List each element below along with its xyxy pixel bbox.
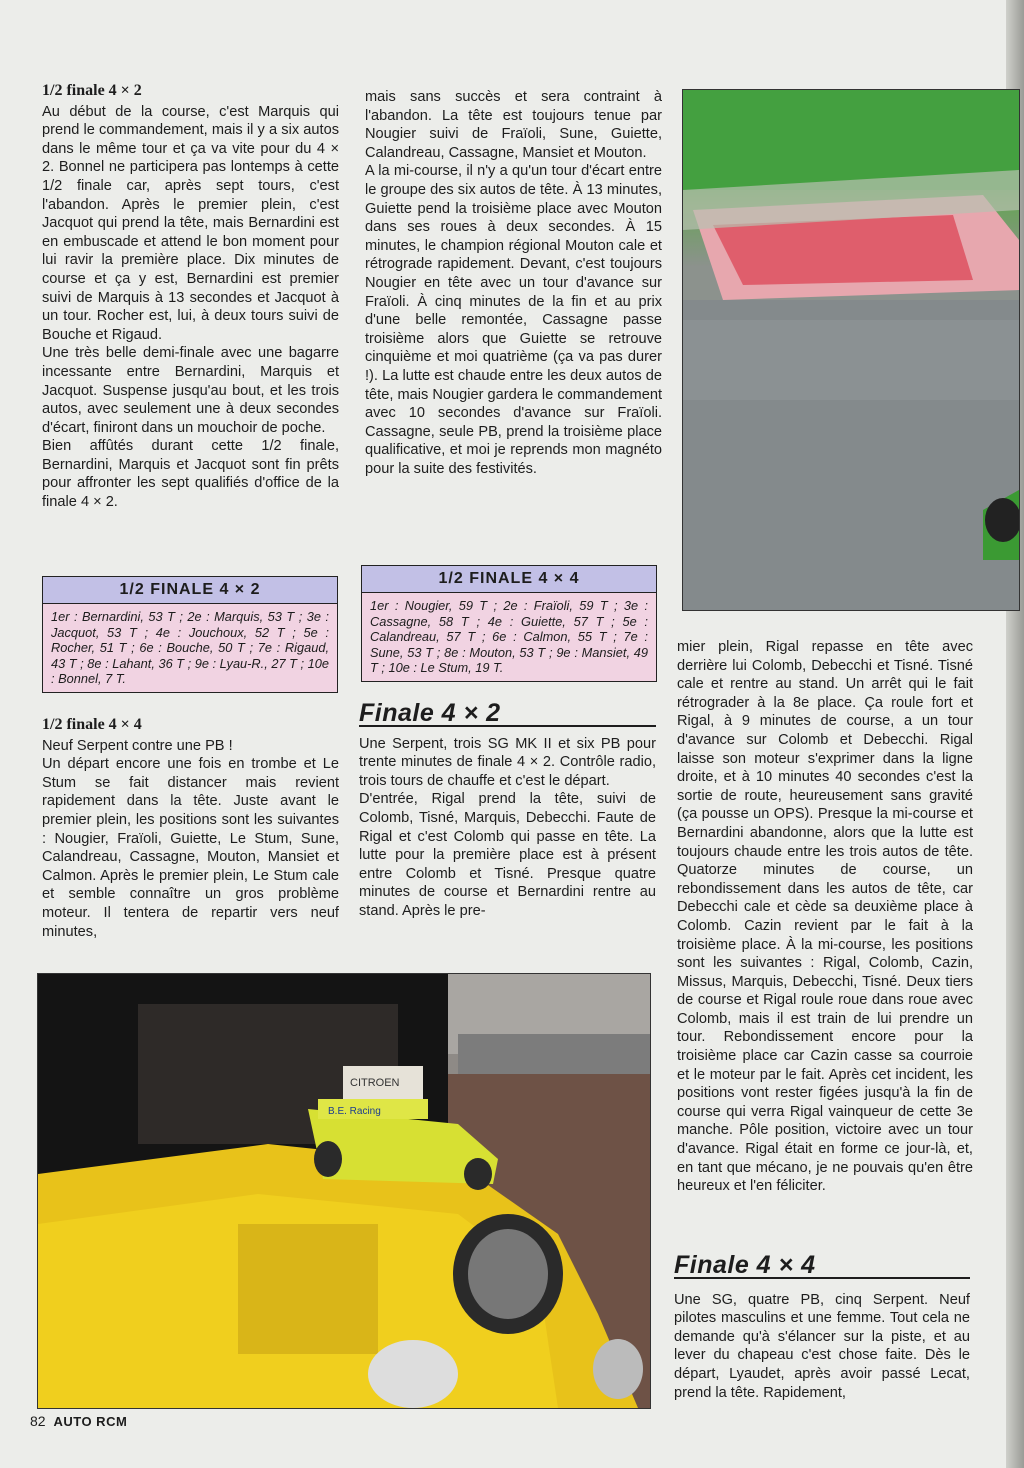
vintage-car-photo <box>37 973 651 1409</box>
paragraph: D'entrée, Rigal prend la tête, suivi de Colomb, Tisné, Marquis, Debecchi. Faute de Rigal et c'est Colomb qui passe en tête. La lutte pour la première place est à présent entre Colomb et Tisné. Presque quatre minutes de course et Bernardini rentre au stand. Après le pre- <box>359 791 656 919</box>
paragraph: mier plein, Rigal repasse en tête avec derrière lui Colomb, Debecchi et Tisné. Tisné cale et rentre au stand. Un arrêt qui le fait rétrograder à la 8e place. Ça roule fort et Rigal, à 9 minutes de course, a un tour d'avance sur Colomb et Debecchi. Rigal laisse son moteur s'exprimer dans la ligne droite, et à 10 minutes 40 secondes c'est la sortie de route, heureusement sans gravité (ça pousse un OPS). Presque la mi-course et Bernardini abandonne, alors que la lutte est toujours chaude entre les trois autos de tête. Quatorze minutes de course, un rebondissement dans les autos de tête, car Debecchi cale et cède sa deuxième place à Colomb. Cazin revient par le fait à la troisième place. À la mi-course, les positions sont les suivantes : Rigal, Colomb, Cazin, Missus, Marquis, Debecchi, Tisné. Deux tiers de course et Rigal roule roue dans roue avec Colomb, mais il est train de lui prendre un tour. Rebondissement encore pour la troisième place car Cazin casse sa courroie et le moteur par le fait. Après cet incident, les positions vont rester figées jusqu'à la fin de course qui verra Rigal vainqueur de cette 3e manche. Pôle position, victoire avec un tour d'avance. Rigal était en forme ce jour-là, et, en tant que mécano, je ne pouvais qu'en être heureux et l'en féliciter. <box>677 639 973 1195</box>
paragraph: Bien affûtés durant cette 1/2 finale, Bernardini, Marquis et Jacquot sont fin prêts pour affronter les sept qualifiés d'office de la finale 4 × 2. <box>42 438 339 511</box>
track-photo-art <box>683 90 1019 610</box>
column-3-lower <box>674 1252 970 1402</box>
column-2 <box>365 88 662 478</box>
paragraph: A la mi-course, il n'y a qu'un tour d'écart entre le groupe des six autos de tête. À 13 minutes, Guiette pend la troisième place avec Mouton dans ses roues à deux secondes. À 15 minutes, le champion régional Mouton cale et rétrograde rapidement. Devant, c'est toujours Nougier en tête avec un tour d'avance sur Fraïoli. À cinq minutes de la fin et au prix d'une belle remontée, Cassagne passe troisième alors que Guiette se retrouve cinquième et moi quatrième (ça va pas durer !). La lutte est chaude entre les deux autos de tête, mais Nougier gardera le commandement avec 10 secondes d'avance sur Fraïoli. Cassagne, seule PB, prend la troisième place qualificative, et moi je reprends mon magnéto pour la suite des festivités. <box>365 163 662 477</box>
results-box-text: 1er : Bernardini, 53 T ; 2e : Marquis, 53 T ; 3e : Jacquot, 53 T ; 4e : Jouchoux, 52 T ; 5e : Rocher, 51 T ; 6e : Bouche, 50 T ; 7e : Rigaud, 43 T ; 8e : Lahant, 36 T ; 9e : Lyau-R., 27 T ; 10e : Bonnel, 7 T. <box>51 609 329 687</box>
magazine-name: AUTO RCM <box>53 1414 128 1429</box>
results-box-text: 1er : Nougier, 59 T ; 2e : Fraïoli, 59 T ; 3e : Cassagne, 58 T ; 4e : Guiette, 57 T ; 5e : Calandreau, 57 T ; 6e : Calmon, 55 T ; 7e : Sune, 53 T ; 8e : Mouton, 53 T ; 9e : Mansiet, 49 T ; 10e : Le Stum, 19 T. <box>370 598 648 676</box>
paragraph: Neuf Serpent contre une PB ! <box>42 737 233 754</box>
track-photo <box>682 89 1020 611</box>
paragraph: mais sans succès et sera contraint à l'abandon. La tête est toujours tenue par Nougier suivi de Fraïoli, Sune, Guiette, Calandreau, Cassagne, Mansiet et Mouton. <box>365 89 662 161</box>
paragraph: Une SG, quatre PB, cinq Serpent. Neuf pilotes masculins et une femme. Tout cela ne demande qu'à s'élancer sur la piste, et au lever du chapeau c'est chose faite. Dès le départ, Lyaudet, après avoir passé Lecat, prend la tête. Rapidement, <box>674 1291 970 1401</box>
heading-semi-final-4x4: 1/2 finale 4 × 4 <box>42 716 142 733</box>
column-3 <box>677 638 973 1196</box>
column-1 <box>42 82 339 512</box>
heading-final-4x2: Finale 4 × 2 <box>359 700 656 727</box>
heading-semi-final-4x2: 1/2 finale 4 × 2 <box>42 82 142 99</box>
results-box-title: 1/2 FINALE 4 × 4 <box>362 566 656 593</box>
page-number: 82 <box>30 1413 46 1429</box>
vintage-car-photo-art <box>38 974 650 1408</box>
paragraph: Une très belle demi-finale avec une bagarre incessante entre Bernardini, Marquis et Jacquot. Suspense jusqu'au bout, et les trois autos, avec seulement une à deux secondes d'écart, finiront dans un mouchoir de poche. <box>42 345 339 436</box>
column-1-lower <box>42 716 339 941</box>
results-box-semi-4x4 <box>361 565 657 682</box>
paragraph: Un départ encore une fois en trombe et Le Stum se fait distancer mais revient rapidement dans la tête. Juste avant le premier plein, les positions sont les suivantes : Nougier, Fraïoli, Guiette, Le Stum, Sune, Calandreau, Cassagne, Mouton, Mansiet et Calmon. Après le premier plein, Le Stum cale et semble connaître un gros problème moteur. Il tentera de repartir vers neuf minutes, <box>42 756 339 940</box>
heading-final-4x4: Finale 4 × 4 <box>674 1252 970 1279</box>
results-box-semi-4x2 <box>42 576 338 693</box>
results-box-title: 1/2 FINALE 4 × 2 <box>43 577 337 604</box>
sign-text: CITROEN <box>350 1077 400 1089</box>
page-footer <box>30 1413 127 1429</box>
paragraph: Au début de la course, c'est Marquis qui prend le commandement, mais il y a six autos dans le même tour et ça va vite pour du 4 × 2. Bonnel ne participera pas lontemps à cette 1/2 finale car, après sept tours, c'est l'abandon. Après le premier plein, c'est Jacquot qui prend la tête, mais Bernardini est en embuscade et attend le bon moment pour lui ravir la première place. Dix minutes de course et ça y est, Bernardini est premier suivi de Marquis à 13 secondes et Jacquot à un tour. Rocher est, lui, à deux tours suivi de Bouche et Rigaud. <box>42 103 339 343</box>
paragraph: Une Serpent, trois SG MK II et six PB pour trente minutes de finale 4 × 2. Contrôle radio, trois tours de chauffe et c'est le départ. <box>359 735 656 789</box>
rc-car-label: B.E. Racing <box>328 1106 381 1117</box>
column-2-lower <box>359 700 656 921</box>
